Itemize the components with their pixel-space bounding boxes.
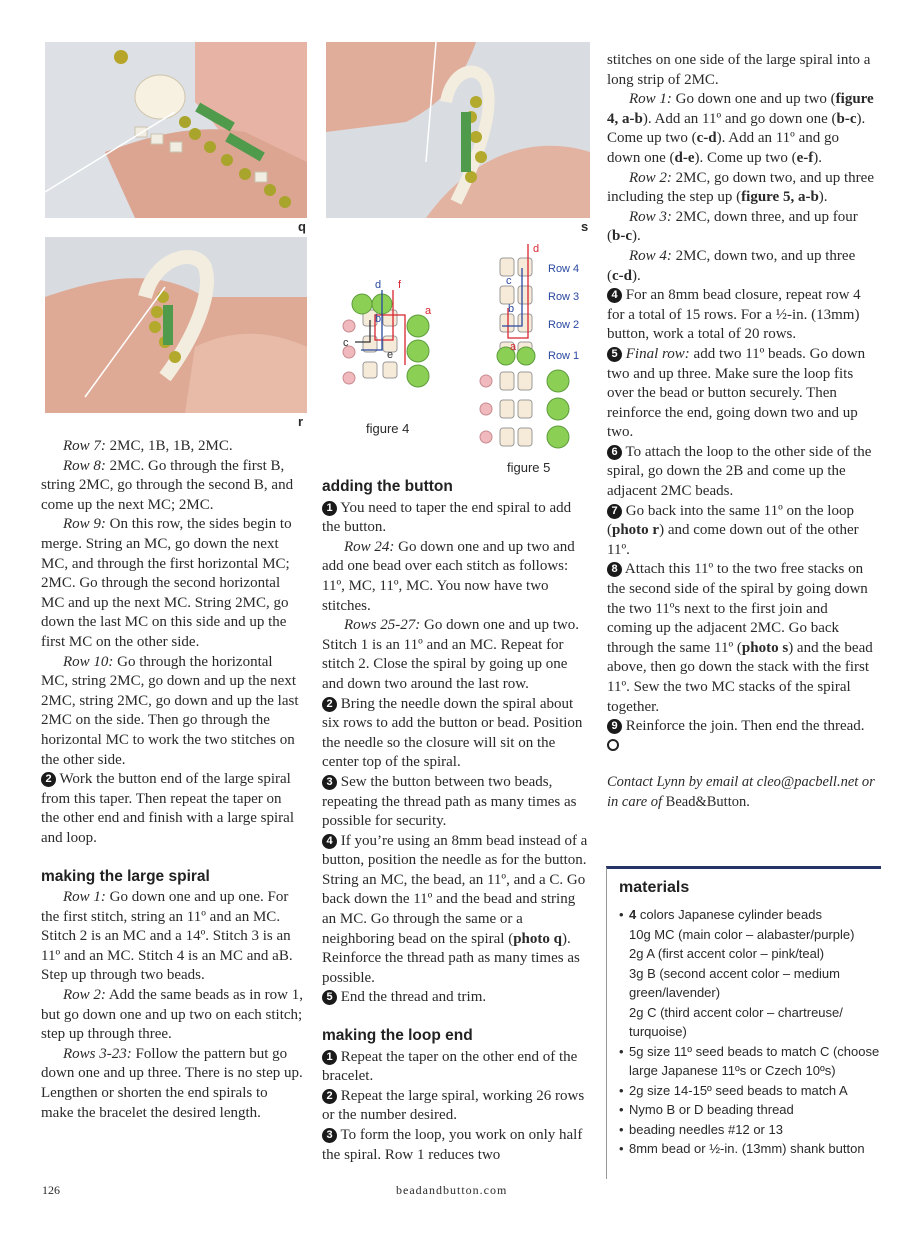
step-number-badge: 2: [41, 772, 56, 787]
materials-title: materials: [619, 879, 690, 896]
materials-item: • beading needles #12 or 13: [619, 1120, 881, 1140]
button-step-1: 1 You need to taper the end spiral to add the button.: [322, 499, 572, 536]
step-number-badge: 2: [322, 1089, 337, 1104]
step-number-badge: 5: [322, 990, 337, 1005]
step-number-badge: 3: [322, 775, 337, 790]
step-number-badge: 3: [322, 1128, 337, 1143]
step-number-badge: 5: [607, 347, 622, 362]
materials-subitem: 2g A (first accent color – pink/teal): [629, 946, 825, 961]
row10-para: Row 10: Go through the horizontal MC, string 2MC, go down and up the next 2MC, string 2MC, go down and up the last 2MC on the side. Then go through the horizontal MC to work the two stitches on the other side.: [41, 653, 299, 768]
fig5-letter-a: a: [510, 341, 517, 353]
row7-para: Row 7: 2MC, 1B, 1B, 2MC.: [63, 438, 233, 454]
fig4-letter-a: a: [425, 305, 432, 317]
row9-para: Row 9: On this row, the sides begin to merge. String an MC, go down the next MC, and through the first horizontal MC; 2MC. Go through the second horizontal MC and up the next MC. String 2MC, go down the last MC on this side and up the first MC on the other side.: [41, 516, 292, 650]
section-heading-adding-button: adding the button: [322, 478, 453, 495]
materials-list: [619, 905, 881, 1159]
fig5-row-label: Row 1: [548, 350, 580, 362]
column-1: [41, 437, 303, 1123]
loop-row1-para: Row 1: Go down one and up two (figure 4, a-b). Add an 11º and go down one (b-c). Come up two (c-d). Add an 11º and go down one (d-e). Come up two (e-f).: [607, 91, 874, 166]
column-3: [607, 51, 875, 813]
step-number-badge: 4: [322, 834, 337, 849]
step-number-badge: 9: [607, 719, 622, 734]
fig4-letter-e: e: [387, 349, 394, 361]
loop-step-2: 2 Repeat the large spiral, working 26 rows or the number desired.: [322, 1087, 585, 1124]
materials-box: [606, 866, 881, 1179]
step-number-badge: 6: [607, 445, 622, 460]
column-2: [322, 477, 588, 1165]
row8-para: Row 8: 2MC. Go through the first B, string 2MC, go through the second B, and come up the next MC; 2MC.: [41, 457, 294, 513]
loop-row3-para: Row 3: 2MC, down three, and up four (b-c).: [607, 208, 858, 245]
loop-step-7: 7 Go back into the same 11º on the loop (photo r) and come down out of the other 11º.: [607, 502, 859, 558]
photo-r-image: [45, 237, 307, 413]
loop-step-3: 3 To form the loop, you work on only half the spiral. Row 1 reduces two: [322, 1127, 583, 1163]
page-number: 126: [42, 1183, 60, 1197]
figure-5-caption: figure 5: [507, 460, 551, 475]
end-of-article-icon: [607, 739, 619, 751]
figure-4-caption: figure 4: [366, 421, 410, 436]
fig4-letter-b: b: [375, 313, 382, 325]
step-number-badge: 1: [322, 1050, 337, 1065]
step-number-badge: 4: [607, 288, 622, 303]
contact-info: Contact Lynn by email at cleo@pacbell.net or in care of Bead&Button.: [607, 774, 875, 810]
materials-item: • 2g size 14-15º seed beads to match A: [619, 1081, 881, 1101]
photo-s-image: [326, 42, 590, 218]
loop-step-1: 1 Repeat the taper on the other end of the bracelet.: [322, 1048, 578, 1085]
fig5-letter-d: d: [533, 243, 540, 255]
step-2-para: 2 Work the button end of the large spiral from this taper. Then repeat the taper on the other end and finish with a large spiral and loop.: [41, 771, 294, 846]
ls-row1-para: Row 1: Go down one and up one. For the first stitch, string an 11º and an MC. Stitch 2 is an MC and a 14º. Stitch 3 is an 11º and an MC. Stitch 4 is an MC and aB. Step up through two beads.: [41, 889, 293, 984]
fig4-letter-f: f: [398, 279, 402, 291]
step-number-badge: 8: [607, 562, 622, 577]
section-heading-loop-end: making the loop end: [322, 1027, 473, 1045]
step-number-badge: 2: [322, 697, 337, 712]
footer-site: beadandbutton.com: [396, 1183, 508, 1197]
button-step-5: 5 End the thread and trim.: [322, 988, 588, 1008]
photo-q-label: q: [298, 219, 306, 234]
fig5-row-label: Row 2: [548, 319, 580, 331]
button-step-3: 3 Sew the button between two beads, repeating the thread path as many times as possible for security.: [322, 773, 577, 830]
step-number-badge: 7: [607, 504, 622, 519]
button-step-2: 2 Bring the needle down the spiral about six rows to add the button or bead. Position the needle so the closure will sit on the center top of the spiral.: [322, 695, 583, 771]
fig5-pink-beads: [480, 375, 492, 443]
fig5-row-label: Row 4: [548, 263, 580, 275]
materials-item: • Nymo B or D beading thread: [619, 1100, 881, 1120]
materials-subitem: 2g C (third accent color – chartreuse/ turquoise): [629, 1004, 843, 1039]
loop-row2-para: Row 2: 2MC, go down two, and up three including the step up (figure 5, a-b).: [607, 169, 874, 206]
rows25-para: Rows 25-27: Go down one and up two. Stitch 1 is an 11º and an MC. Repeat for stitch 2. Close the spiral by going up one and down two around the last row.: [322, 617, 579, 692]
photo-s-label: s: [581, 219, 589, 234]
materials-item: • 4 colors Japanese cylinder beads: [619, 905, 881, 925]
materials-subitem: 10g MC (main color – alabaster/purple): [629, 926, 855, 942]
materials-item: • 8mm bead or ½-in. (13mm) shank button: [619, 1139, 881, 1159]
fig5-letter-c: c: [506, 275, 512, 287]
section-heading-large-spiral: making the large spiral: [41, 868, 210, 886]
materials-item: • 5g size 11º seed beads to match C (choose large Japanese 11ºs or Czech 10ºs): [619, 1042, 881, 1081]
photo-q-image: [45, 42, 307, 218]
materials-subitem: 3g B (second accent color – medium green/lavender): [629, 965, 840, 1000]
loop-step-8: 8 Attach this 11º to the two free stacks on the second side of the spiral by going down the two 11ºs next to the first join and coming up the adjacent 2MC. Go back through the same 11º (photo s) and the bead above, then go down the stack with the first 11º. Sew the two MC stacks of the spiral together.: [607, 561, 873, 715]
fig4-letter-c: c: [343, 337, 349, 349]
loop-row4-para: Row 4: 2MC, down two, and up three (c-d).: [607, 247, 856, 284]
row24-para: Row 24: Go down one and up two and add one bead over each stitch as follows: 11º, MC, 11º, MC. You now have two stitches.: [322, 538, 575, 614]
photo-r: [45, 237, 307, 413]
ls-rows-para: Rows 3-23: Follow the pattern but go down one and up three. There is no step up. Lengthen or shorten the end spirals to make the bracelet the desired length.: [41, 1045, 303, 1121]
figure-4-diagram: [335, 270, 445, 400]
continued-para: stitches on one side of the large spiral into a long strip of 2MC.: [607, 52, 871, 88]
loop-step-6: 6 To attach the loop to the other side of the spiral, go down the 2B and come up the adjacent 2MC beads.: [607, 443, 872, 500]
button-step-4: 4 If you’re using an 8mm bead instead of a button, position the needle as for the button. String an MC, the bead, an 11º, and a C. Go back down the 11º and the bead and string an MC. Go through the same or a neighboring bead on the spiral (photo q). Reinforce the thread path as many times as possible.: [322, 832, 588, 986]
photo-s: [326, 42, 590, 218]
ls-row2-para: Row 2: Add the same beads as in row 1, but go down one and up two on each stitch; step up through three.: [41, 987, 303, 1043]
photo-r-label: r: [298, 414, 304, 429]
fig4-pink-beads: [343, 320, 355, 384]
fig5-row-label: Row 3: [548, 291, 580, 303]
fig5-letter-b: b: [508, 303, 515, 315]
fig4-letter-d: d: [375, 279, 382, 291]
loop-step-9: 9 Reinforce the join. Then end the thread.: [607, 717, 875, 756]
loop-step-5: 5 Final row: add two 11º beads. Go down two and up three. Make sure the loop fits over the bead or button securely. Then reinforce the end, going down two and up two.: [607, 345, 866, 441]
figure-5-diagram: [478, 238, 590, 453]
loop-step-4: 4 For an 8mm bead closure, repeat row 4 for a total of 15 rows. For a ½-in. (13mm) button, work a total of 20 rows.: [607, 287, 861, 343]
photo-q: [45, 42, 307, 218]
step-number-badge: 1: [322, 501, 337, 516]
